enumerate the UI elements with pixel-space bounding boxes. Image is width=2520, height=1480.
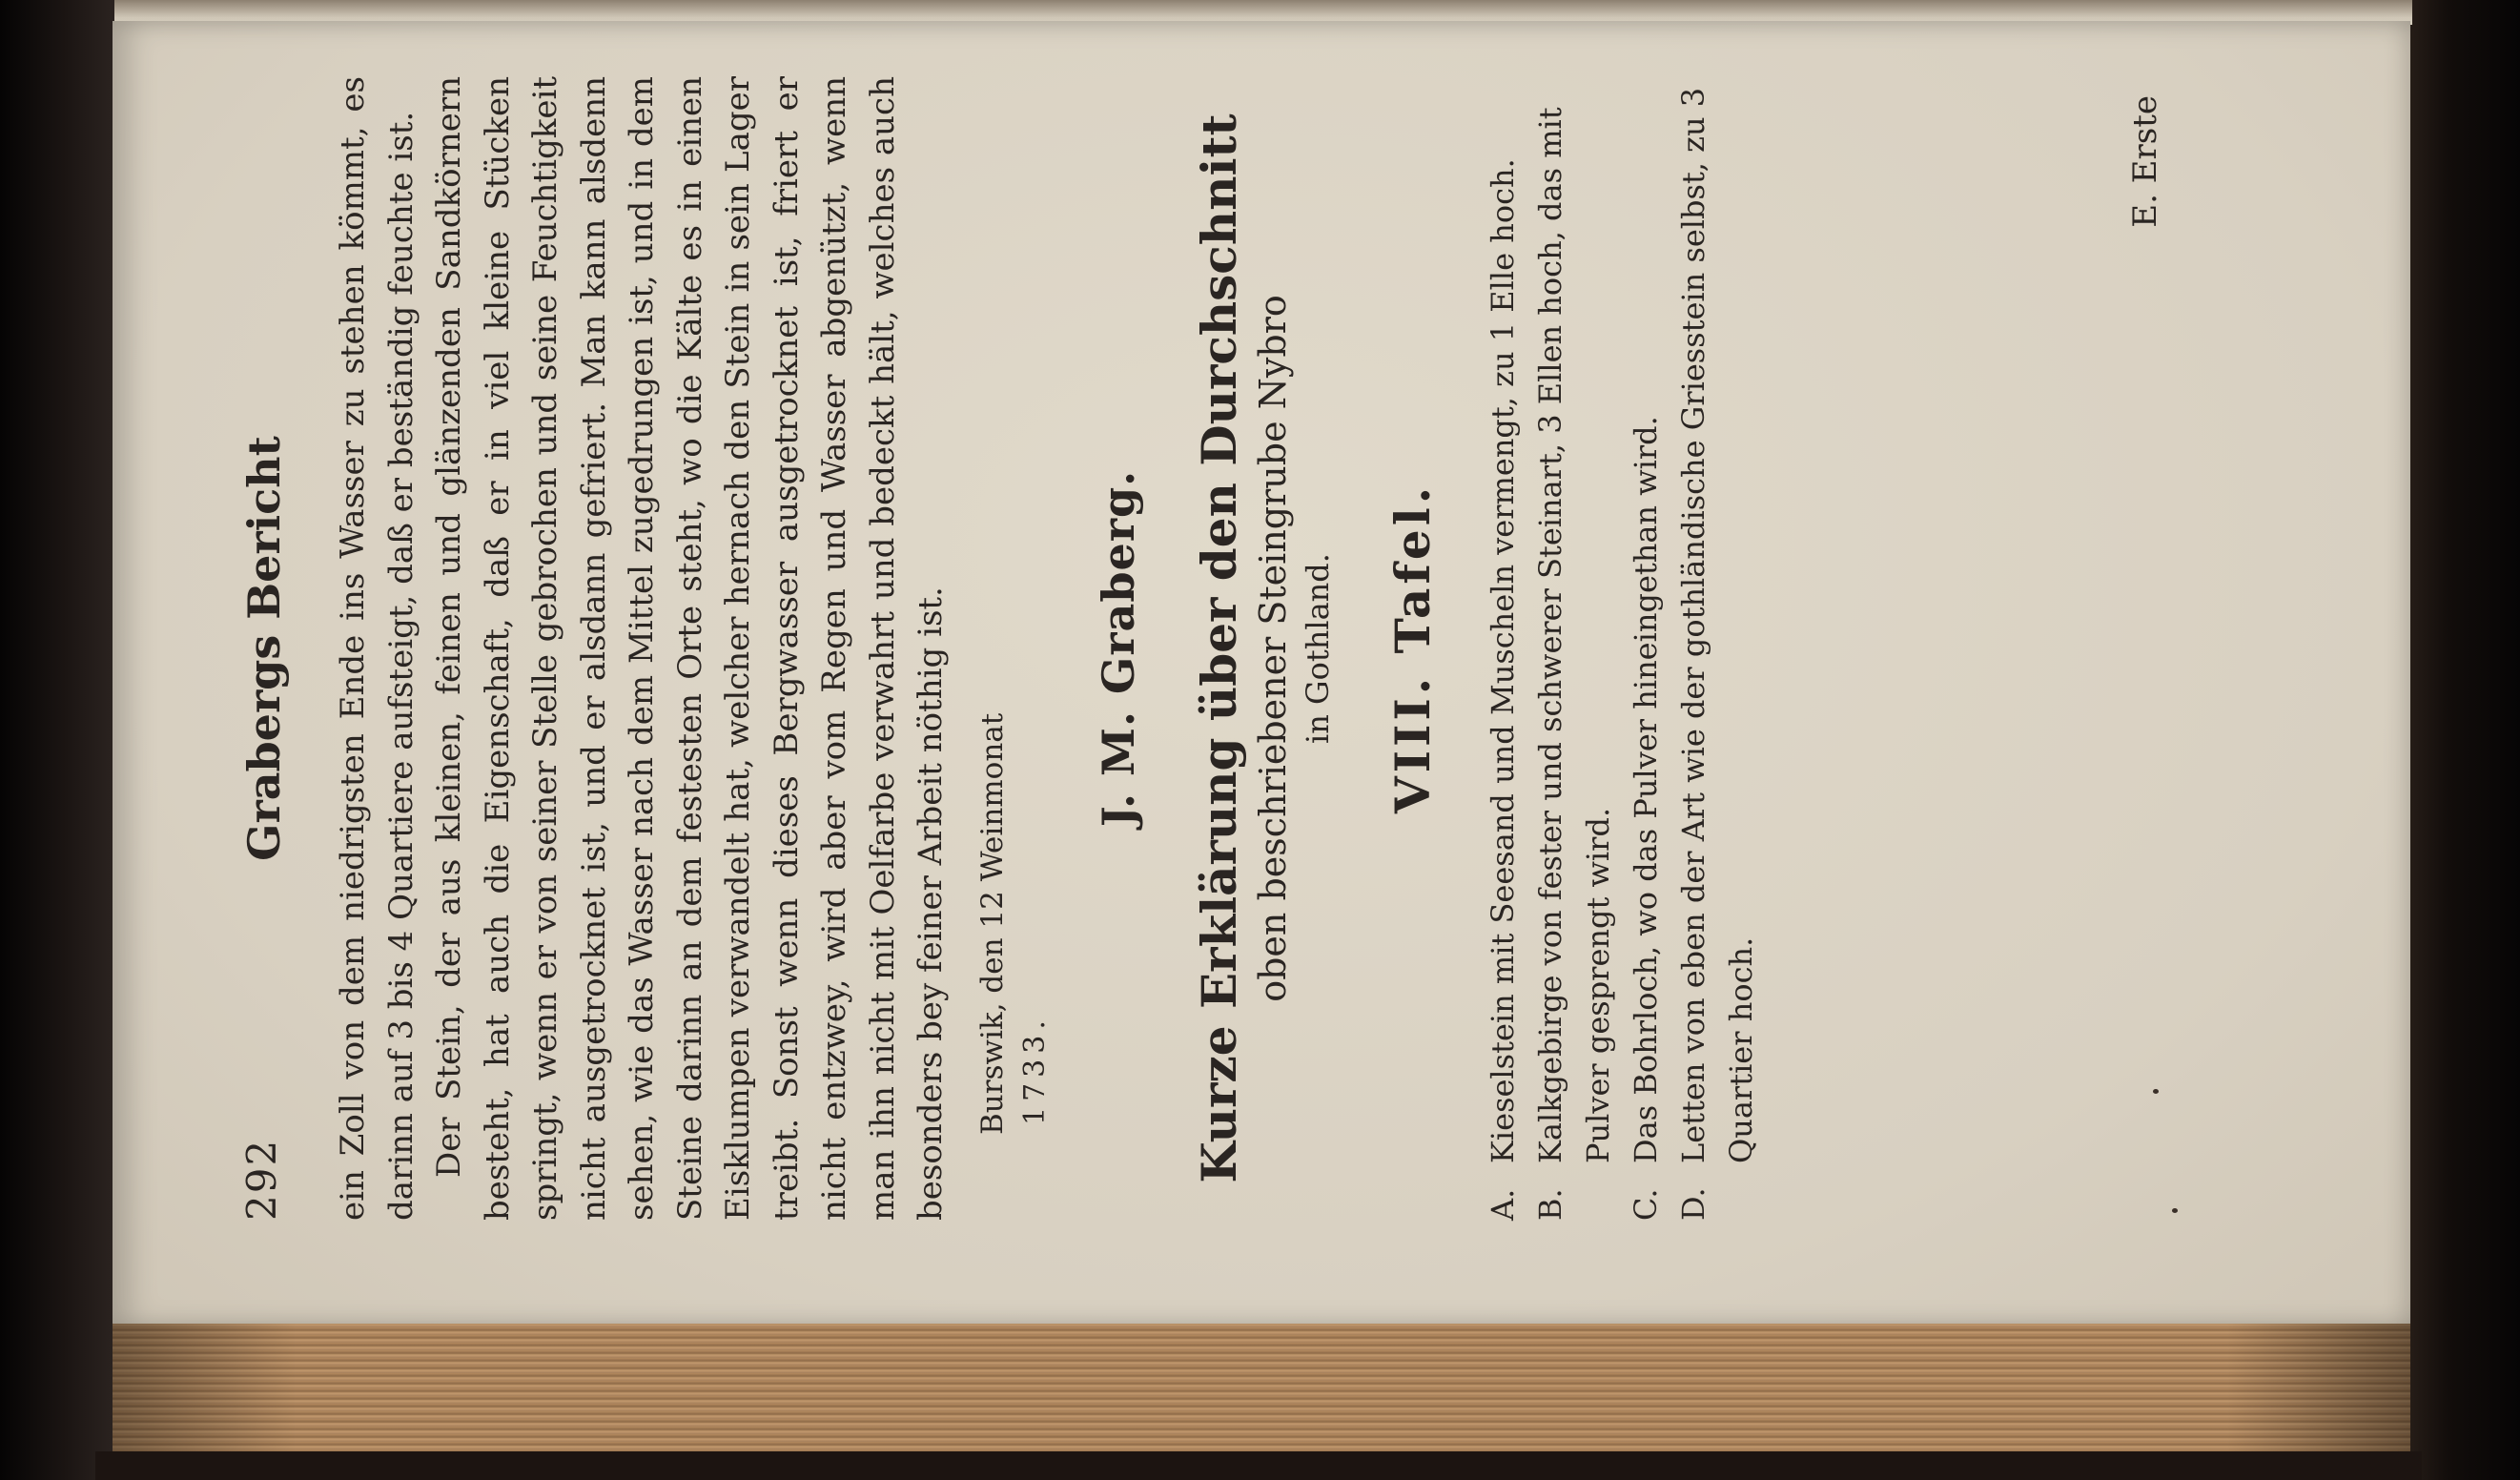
legend-letter: B. bbox=[1531, 1188, 1568, 1221]
legend-text: Das Bohrloch, wo das Pulver hineingethan wird. bbox=[1627, 416, 1664, 1163]
legend-letter: A. bbox=[1484, 1188, 1521, 1221]
paragraph: Der Stein, der aus kleinen, feinen und glänzenden Sandkörnern besteht, hat auch die Eigenschaft, daß er in viel kleine Stücken springt, wenn er von seiner Stelle gebrochen und seine Feuchtigkeit nicht ausgetrocknet ist, und er alsdann gefriert. Man kann alsdenn sehen, wie das Wasser nach dem Mittel zugedrungen ist, und in dem Steine darinn an dem festesten Orte steht, wo die Kälte es in einen Eisklumpen verwandelt hat, welcher hernach den Stein in sein Lager treibt. Sonst wenn dieses Bergwasser ausgetrocknet ist, friert er nicht entzwey, wird aber vom Regen und Wasser abgenützt, wenn man ihn nicht mit Oelfarbe verwahrt und bedeckt hält, welches auch besonders bey feiner Arbeit nöthig ist. bbox=[430, 76, 950, 1221]
page-number: 292 bbox=[238, 1138, 285, 1221]
book-bottom-edge bbox=[95, 1451, 2422, 1480]
running-head: Grabergs Bericht bbox=[238, 436, 290, 861]
legend-letter: C. bbox=[1627, 1188, 1664, 1221]
plate-title: VIII. Tafel. bbox=[1383, 483, 1441, 814]
legend-letter: D. bbox=[1674, 1187, 1711, 1221]
legend-text: Kalkgebirge von fester und schwerer Steinart, 3 Ellen hoch, das mit Pulver gesprengt wird. bbox=[1531, 107, 1616, 1163]
book-spine-left bbox=[0, 0, 114, 1480]
dateline: Burswik, den 12 Weinmonat bbox=[974, 712, 1010, 1135]
page-edges-block bbox=[113, 1324, 2410, 1457]
book-cover-right bbox=[2401, 0, 2520, 1480]
legend-item bbox=[1479, 76, 1526, 1221]
paragraph: ein Zoll von dem niedrigsten Ende ins Wasser zu stehen kömmt, es darinn auf 3 bis 4 Quartiere aufsteigt, daß er beständig feuchte ist. bbox=[334, 76, 420, 1221]
legend-item bbox=[1670, 76, 1765, 1221]
catchword: E. Erste bbox=[2126, 95, 2164, 228]
signature: J. M. Graberg. bbox=[1092, 469, 1144, 828]
rotated-page-text bbox=[238, 76, 2183, 1221]
dateline-year: 1733. bbox=[1017, 1015, 1052, 1125]
legend-item bbox=[1526, 76, 1622, 1221]
page-body bbox=[329, 76, 1765, 1221]
section-title: Kurze Erklärung über den Durchschnitt bbox=[1190, 113, 1247, 1183]
page-header bbox=[238, 76, 296, 1221]
section-subtitle-location: in Gothland. bbox=[1299, 553, 1336, 744]
legend-text: Letten von eben der Art wie der gothländische Griesstein selbst, zu 3 Quartier hoch. bbox=[1674, 87, 1759, 1163]
legend-item bbox=[1622, 76, 1670, 1221]
section-subtitle: oben beschriebener Steingrube Nybro bbox=[1251, 295, 1294, 1002]
legend-text: Kieselstein mit Seesand und Muscheln vermengt, zu 1 Elle hoch. bbox=[1484, 158, 1521, 1163]
